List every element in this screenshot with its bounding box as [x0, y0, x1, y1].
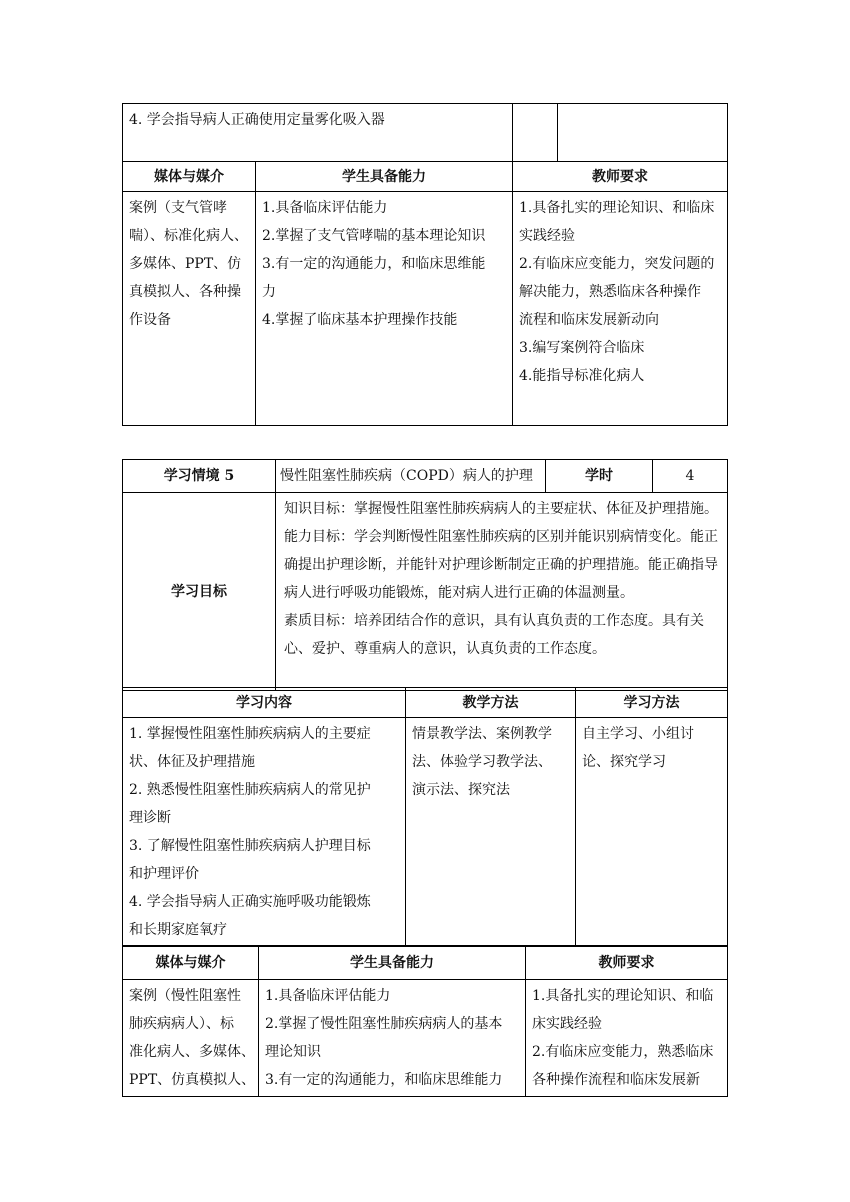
table-1-top-cell-2 — [513, 104, 558, 162]
content-line: 2. 熟悉慢性阻塞性肺疾病病人的常见护 — [129, 782, 371, 798]
content-cell — [123, 718, 406, 947]
ability-line: 3.有一定的沟通能力，和临床思维能 — [262, 256, 486, 272]
header-learning-content: 学习内容 — [123, 688, 406, 718]
media-line: 作设备 — [129, 312, 171, 328]
objective-quality: 素质目标：培养团结合作的意识，具有认真负责的工作态度。具有关心、爱护、尊重病人的意识，认真负责的工作态度。 — [284, 613, 704, 657]
header-student-abilities: 学生具备能力 — [259, 946, 526, 980]
ability-line: 力 — [262, 284, 276, 300]
abilities-cell — [259, 980, 526, 1097]
table-2-objectives — [122, 459, 728, 691]
objective-ability: 能力目标：学会判断慢性阻塞性肺疾病的区别并能识别病情变化。能正确提出护理诊断，并能针对护理诊断制定正确的护理措施。能正确指导病人进行呼吸功能锻炼，能对病人进行正确的体温测量。 — [284, 529, 718, 601]
media-line: 多媒体、PPT、仿 — [129, 256, 242, 272]
media-line: 真模拟人、各种操 — [129, 284, 241, 300]
content-line: 状、体征及护理措施 — [129, 754, 255, 770]
requirement-line: 2.有临床应变能力，熟悉临床 — [532, 1044, 714, 1060]
objective-knowledge: 知识目标：掌握慢性阻塞性肺疾病病人的主要症状、体征及护理措施。 — [284, 501, 718, 517]
requirement-line: 4.能指导标准化病人 — [519, 368, 645, 384]
situation-title: 慢性阻塞性肺疾病（COPD）病人的护理 — [276, 460, 546, 493]
requirement-line: 床实践经验 — [532, 1016, 602, 1032]
objectives-label: 学习目标 — [123, 493, 276, 691]
teaching-method-line: 法、体验学习教学法、 — [412, 754, 552, 770]
objective-item-4: 4. 学会指导病人正确使用定量雾化吸入器 — [129, 112, 385, 128]
media-line: PPT、仿真模拟人、 — [129, 1072, 256, 1088]
table-1-top-cell-1 — [123, 104, 513, 162]
requirement-line: 解决能力，熟悉临床各种操作 — [519, 284, 701, 300]
abilities-cell — [256, 192, 513, 426]
requirement-line: 实践经验 — [519, 228, 575, 244]
ability-line: 3.有一定的沟通能力，和临床思维能力 — [265, 1072, 503, 1088]
ability-line: 理论知识 — [265, 1044, 321, 1060]
hours-label: 学时 — [546, 460, 653, 493]
header-teacher-requirements: 教师要求 — [513, 162, 728, 192]
ability-line: 2.掌握了支气管哮喘的基本理论知识 — [262, 228, 486, 244]
requirement-line: 各种操作流程和临床发展新 — [532, 1072, 700, 1088]
ability-line: 4.掌握了临床基本护理操作技能 — [262, 312, 458, 328]
media-cell — [123, 980, 259, 1097]
media-line: 肺疾病病人）、标 — [129, 1016, 234, 1032]
table-1 — [122, 103, 728, 426]
content-line: 和长期家庭氧疗 — [129, 922, 227, 938]
requirement-line: 2.有临床应变能力，突发问题的 — [519, 256, 715, 272]
content-line: 和护理评价 — [129, 866, 199, 882]
requirement-line: 流程和临床发展新动向 — [519, 312, 659, 328]
media-line: 案例（慢性阻塞性 — [129, 988, 241, 1004]
header-student-abilities: 学生具备能力 — [256, 162, 513, 192]
media-line: 喘）、标准化病人、 — [129, 228, 248, 244]
learning-method-line: 自主学习、小组讨 — [582, 726, 694, 742]
header-learning-methods: 学习方法 — [576, 688, 728, 718]
requirement-line: 1.具备扎实的理论知识、和临床 — [519, 200, 715, 216]
situation-label: 学习情境 5 — [123, 460, 276, 493]
teaching-method-line: 演示法、探究法 — [412, 782, 510, 798]
media-cell — [123, 192, 256, 426]
requirements-cell — [526, 980, 728, 1097]
content-line: 理诊断 — [129, 810, 171, 826]
ability-line: 1.具备临床评估能力 — [262, 200, 388, 216]
table-1-top-cell-3 — [558, 104, 728, 162]
requirements-cell — [513, 192, 728, 426]
content-line: 4. 学会指导病人正确实施呼吸功能锻炼 — [129, 894, 371, 910]
header-media: 媒体与媒介 — [123, 162, 256, 192]
learning-method-line: 论、探究学习 — [582, 754, 666, 770]
header-teaching-methods: 教学方法 — [406, 688, 576, 718]
ability-line: 2.掌握了慢性阻塞性肺疾病病人的基本 — [265, 1016, 503, 1032]
hours-value: 4 — [653, 460, 728, 493]
objectives-cell — [276, 493, 728, 691]
header-media: 媒体与媒介 — [123, 946, 259, 980]
requirement-line: 1.具备扎实的理论知识、和临 — [532, 988, 714, 1004]
table-2-media — [122, 945, 728, 1097]
content-line: 3. 了解慢性阻塞性肺疾病病人护理目标 — [129, 838, 371, 854]
media-line: 准化病人、多媒体、 — [129, 1044, 255, 1060]
content-line: 1. 掌握慢性阻塞性肺疾病病人的主要症 — [129, 726, 371, 742]
requirement-line: 3.编写案例符合临床 — [519, 340, 645, 356]
media-line: 案例（支气管哮 — [129, 200, 227, 216]
header-teacher-requirements: 教师要求 — [526, 946, 728, 980]
learning-methods-cell — [576, 718, 728, 947]
teaching-methods-cell — [406, 718, 576, 947]
teaching-method-line: 情景教学法、案例教学 — [412, 726, 552, 742]
ability-line: 1.具备临床评估能力 — [265, 988, 391, 1004]
table-2-content — [122, 687, 728, 947]
